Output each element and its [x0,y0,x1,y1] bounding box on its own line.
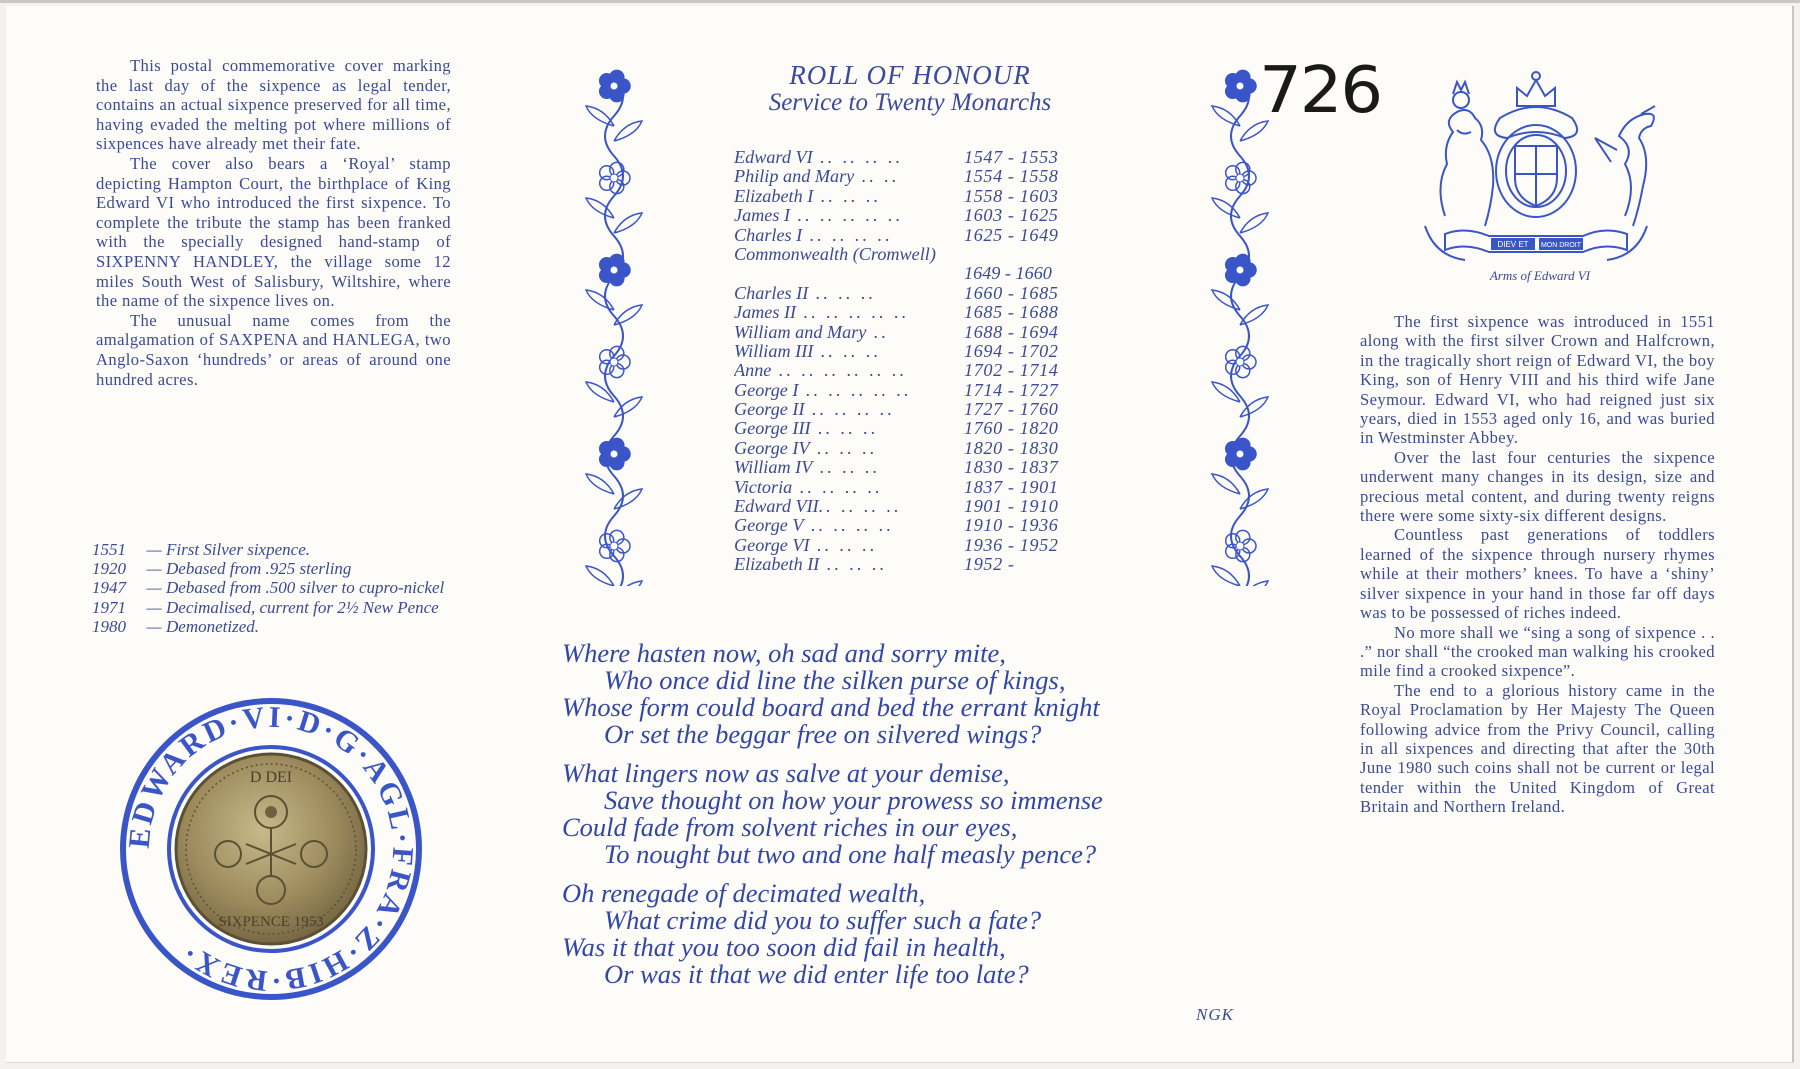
poem-line: Or was it that we did enter life too late? [604,959,1029,989]
monarch-dates: 1694 - 1702 [964,340,1059,361]
dragon-icon [1595,106,1655,226]
leaf-icon [1212,382,1268,417]
monarch-name-text: George II [734,400,805,420]
leader-dots: .. .. .. [813,341,882,361]
monarch-dates: 1558 - 1603 [964,185,1059,206]
intro-paragraph: This postal commemorative cover marking the last day of the sixpence as legal tender, contains an actual sixpence preserved for all time, having evaded the melting pot where millions of sixpences have already met their fate. [96,56,451,154]
monarch-row [734,516,1094,535]
monarch-name [734,226,964,245]
monarch-row [734,555,1094,574]
monarch-row [734,497,1094,516]
leader-dots: .. .. .. [809,438,878,458]
monarch-row [734,323,1094,342]
leaf-icon [1212,290,1268,325]
monarch-name-text: Charles II [734,283,809,303]
poem-line: Who once did line the silken purse of kings, [604,665,1066,695]
monarch-name [734,497,964,516]
monarch-row [734,148,1094,167]
monarch-row [734,536,1094,555]
monarch-dates: 1837 - 1901 [964,476,1059,497]
leaf-icon [586,566,642,586]
monarch-name [734,400,964,419]
monarch-name-text: James II [734,303,797,323]
leader-dots: .. [866,322,889,342]
leader-dots: .. .. .. .. .. [790,206,904,226]
poem-stanza [562,880,1262,988]
history-paragraph: The first sixpence was introduced in 1551 along with the first silver Crown and Halfcrown, in the tragically short reign of Edward VI, the boy King, son of Henry VIII and his third wife Jane Seymour. Edward VI, who had reigned just six years, died in 1553 aged only 16, and was buried in Westminster Abbey. [1360,312,1715,448]
timeline-text: Decimalised, current for 2½ New Pence [166,597,439,617]
crown-icon [1517,80,1555,106]
vine-stem [605,76,623,586]
monarch-row [734,284,1094,303]
poem-stanza [562,640,1262,748]
tudor-rose-icon [600,438,630,469]
coin-legend-bottom: SIXPENCE 1953 [218,914,324,930]
arms-caption: Arms of Edward VI [1489,268,1591,283]
leader-dots: .. .. .. [813,186,882,206]
monarch-name-text: George III [734,419,811,439]
monarch-dates: 1952 - [964,554,1015,575]
leader-dots: .. .. .. [819,555,888,575]
thistle-icon [600,162,630,193]
monarch-row [734,478,1094,497]
monarch-dates: 1936 - 1952 [964,534,1059,555]
leader-dots: .. .. .. .. .. [798,380,912,400]
monarch-name [734,167,964,186]
vine-stem [1231,76,1249,586]
monarch-dates: 1603 - 1625 [964,205,1059,226]
leader-dots: .. .. .. [812,458,881,478]
leader-dots: .. .. .. [808,283,877,303]
timeline-row: 1971 — Decimalised, current for 2½ New Pence [92,598,452,617]
leader-dots: .. .. .. .. .. [796,303,910,323]
monarch-name [734,419,964,438]
handwritten-number: 726 [1259,54,1382,128]
monarch-row [734,303,1094,322]
tudor-rose-icon [600,70,630,101]
monarch-name-text: Philip and Mary [734,167,855,187]
monarch-name-text: George IV [734,438,810,458]
floral-vine-left [574,66,654,586]
monarch-row [734,264,1094,283]
leaf-icon [586,290,642,325]
monarch-dates: 1910 - 1936 [964,515,1059,536]
intro-paragraph: The unusual name comes from the amalgamation of SAXPENA and HANLEGA, two Anglo-Saxon ‘hundreds’ or areas of around one hundred acres. [96,310,451,389]
timeline-text: First Silver sixpence. [166,540,310,559]
tudor-rose-icon [600,254,630,285]
poem-line: Whose form could board and bed the errant knight [562,692,1100,722]
poem-author: NGK [1196,1005,1234,1024]
monarch-name [734,187,964,206]
monarch-name [734,323,964,342]
timeline-text: Demonetized. [166,616,260,636]
timeline-year: 1947 [92,578,126,598]
monarch-name-text: Elizabeth II [734,555,820,575]
monarch-name-text: George VI [734,535,810,555]
floral-vine-right [1200,66,1280,586]
stamp-ring-text: EDWARD·VI·D·G·AGL·FRA·Z·HIB·REX· [122,700,420,998]
timeline-text: Debased from .500 silver to cupro-nickel [166,578,445,598]
leader-dots: .. .. .. .. [812,148,904,167]
roll-subtitle: Service to Twenty Monarchs [768,89,1052,116]
monarch-row [734,167,1094,186]
monarch-dates: 1702 - 1714 [964,360,1059,381]
tudor-rose-icon [1226,70,1256,101]
monarch-name-text: James I [734,206,791,226]
monarch-name [734,439,964,458]
monarch-row [734,381,1094,400]
intro-paragraph: The cover also bears a ‘Royal’ stamp depicting Hampton Court, the birthplace of King Edward VI who introduced the first sixpence. To complete the tribute the stamp has been franked with the specially designed hand-stamp of SIXPENNY HANDLEY, the village some 12 miles South West of Salisbury, Wiltshire, where the name of the sixpence lives on. [96,153,451,311]
timeline-year: 1971 [92,597,126,617]
monarch-name [734,284,964,303]
monarch-name-text: Edward VII [734,497,819,517]
poem [562,640,1262,1000]
monarch-name-text: Charles I [734,225,803,245]
timeline-year: 1551 [92,540,126,559]
leaf-icon [586,106,642,141]
monarch-row [734,400,1094,419]
monarch-dates: 1688 - 1694 [964,321,1059,342]
poem-line: To nought but two and one half measly pence? [604,839,1097,869]
coin-postmark [116,694,426,1004]
monarch-row [734,187,1094,206]
poem-line: Or set the beggar free on silvered wings? [604,719,1042,749]
timeline-row: 1920 — Debased from .925 sterling [92,559,452,578]
leader-dots: .. .. .. [809,535,878,555]
history-paragraph: No more shall we “sing a song of sixpence . . .” nor shall “the crooked man walking his crooked mile find a crooked sixpence”. [1360,622,1715,681]
leaf-icon [586,474,642,509]
leader-dots: .. .. .. .. [792,477,883,497]
leader-dots: .. .. [854,167,900,187]
timeline-row: 1980 — Demonetized. [92,617,452,636]
monarch-name [734,555,964,574]
leader-dots: .. .. .. .. [803,516,895,536]
poem-line: Was it that you too soon did fail in health, [562,932,1006,962]
monarch-name [734,381,964,400]
monarch-name [734,536,964,555]
intro-text [96,56,451,389]
leader-dots: .. .. .. [810,419,879,439]
monarch-name [734,148,964,167]
leader-dots: .. .. .. .. .. .. [771,361,908,381]
monarch-row [734,245,1094,264]
monarch-row [734,206,1094,225]
leader-dots: .. .. .. .. [802,225,893,245]
monarch-name [734,245,936,264]
poem-line: Where hasten now, oh sad and sorry mite, [562,638,1006,668]
history-text [1360,312,1715,817]
monarch-name-text: William and Mary [734,322,867,342]
poem-line: Could fade from solvent riches in our eyes, [562,812,1018,842]
monarch-dates: 1830 - 1837 [964,457,1059,478]
sixpence-timeline [92,540,452,636]
monarch-name-text: George I [734,380,799,400]
timeline-year: 1980 [92,616,126,636]
monarch-dates: 1727 - 1760 [964,399,1059,420]
leaf-icon [1212,566,1268,586]
monarch-row [734,458,1094,477]
monarch-name [734,478,964,497]
monarch-name-text: Anne [734,361,772,381]
monarch-name [734,206,964,225]
motto-right: MON DROIT [1540,242,1582,249]
monarch-name-text: Commonwealth (Cromwell) [734,244,936,264]
poem-line: What lingers now as salve at your demise, [562,758,1010,788]
monarch-name [734,361,964,380]
timeline-year: 1920 [92,559,126,579]
monarch-dates: 1901 - 1910 [964,496,1059,517]
roll-title: ROLL OF HONOUR [789,60,1031,90]
poem-stanza [562,760,1262,868]
monarch-row [734,439,1094,458]
royal-arms [1405,66,1667,266]
poem-line: What crime did you to suffer such a fate? [604,905,1042,935]
monarch-dates: 1760 - 1820 [964,418,1059,439]
monarch-name-text: William IV [734,458,813,478]
monarch-row [734,342,1094,361]
poem-line: Save thought on how your prowess so immense [604,785,1103,815]
monarch-name-text: William III [734,341,814,361]
monarch-dates: 1820 - 1830 [964,437,1059,458]
coin-legend-top: D DEI [249,769,293,786]
monarch-name-text: George V [734,516,804,536]
leaf-icon [586,198,642,233]
timeline-row: 1551 — First Silver sixpence. [92,540,452,559]
history-paragraph: Countless past generations of toddlers learned of the sixpence through nursery rhymes while at their mothers’ knees. To have a ‘shiny’ silver sixpence in your hand in those far off days was to be possessed of riches indeed. [1360,525,1715,623]
monarch-list [734,148,1094,575]
leader-dots: .. .. .. .. [804,400,896,420]
leaf-icon [1212,198,1268,233]
monarch-row [734,226,1094,245]
lion-icon [1440,110,1493,226]
monarch-dates: 1547 - 1553 [964,147,1059,167]
motto-left: DIEV ET [1497,240,1529,249]
monarch-name [734,342,964,361]
monarch-dates: 1649 - 1660 [964,263,1052,284]
timeline-text: Debased from .925 sterling [166,559,352,579]
monarch-name-text: Victoria [734,477,793,497]
monarch-row [734,419,1094,438]
monarch-dates: 1625 - 1649 [964,224,1059,245]
monarch-name-text: Elizabeth I [734,186,814,206]
monarch-dates: 1554 - 1558 [964,166,1059,187]
history-paragraph: Over the last four centuries the sixpence underwent many changes in its design, size and precious metal content, and during twenty reigns there were some sixty-six different designs. [1360,447,1715,526]
leaf-icon [586,382,642,417]
monarch-name [734,516,964,535]
timeline-row: 1947 — Debased from .500 silver to cupro-nickel [92,578,452,597]
monarch-name [734,303,964,322]
history-paragraph: The end to a glorious history came in the Royal Proclamation by Her Majesty The Queen following advice from the Privy Council, calling in all sixpences and directing that after the 30th June 1980 such coins shall not be current or legal tender within the United Kingdom of Great Britain and Northern Ireland. [1360,680,1715,817]
poem-line: Oh renegade of decimated wealth, [562,878,926,908]
monarch-dates: 1714 - 1727 [964,379,1059,400]
leaf-icon [1212,474,1268,509]
thistle-icon [1226,162,1256,193]
monarch-name-text: Edward VI [734,148,813,167]
monarch-name [734,458,964,477]
scan-edge [0,0,1800,3]
tudor-rose-icon [1226,438,1256,469]
tudor-rose-icon [1226,254,1256,285]
monarch-row [734,361,1094,380]
monarch-dates: 1685 - 1688 [964,302,1059,323]
leader-dots: .. .. .. .. [818,497,902,517]
monarch-dates: 1660 - 1685 [964,282,1059,303]
